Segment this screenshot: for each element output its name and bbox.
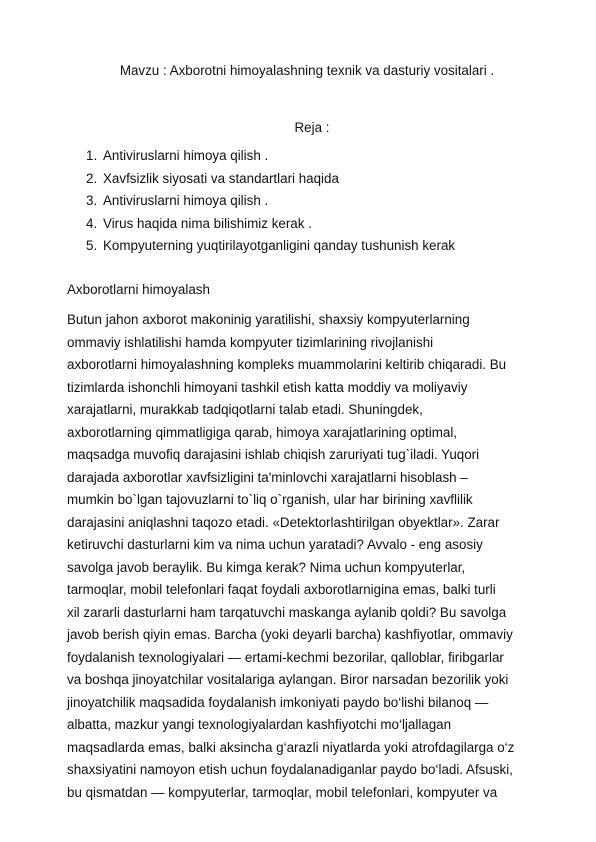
plan-heading: Reja : — [294, 120, 330, 135]
plan-list-item — [86, 190, 455, 213]
body-paragraph — [67, 309, 531, 804]
body-line: xil zararli dasturlarni ham tarqatuvchi maskanga aylanib qoldi? Bu savolga — [67, 604, 507, 620]
plan-list-item — [86, 213, 455, 236]
plan-item-text: Kompyuterning yuqtirilayotganligini qanday tushunish kerak — [103, 238, 456, 253]
body-line: maqsadlarda emas, balki aksincha g‘arazli niyatlarda yoki atrofdagilarga o‘z — [67, 739, 515, 755]
plan-item-number: 4. — [86, 215, 98, 231]
plan-list — [86, 145, 455, 258]
plan-item-text: Antiviruslarni himoya qilish . — [103, 148, 269, 163]
body-line: bu qismatdan — kompyuterlar, tarmoqlar, mobil telefonlari, kompyuter va — [67, 784, 498, 800]
plan-item-number: 1. — [86, 148, 98, 163]
plan-item-text: Xavfsizlik siyosati va standartlari haqida — [103, 170, 339, 186]
plan-item-text: Virus haqida nima bilishimiz kerak . — [103, 215, 312, 231]
body-line: mumkin bo`lgan tajovuzlarni to`liq o`rganish, ular har birining xavflilik — [67, 492, 473, 507]
body-line: tizimlarda ishonchli himoyani tashkil etish katta moddiy va moliyaviy — [67, 379, 468, 395]
body-line: Butun jahon axborot makoninig yaratilishi, shaxsiy kompyuterlarning — [67, 312, 470, 327]
body-line: darajada axborotlar xavfsizligini ta'minlovchi xarajatlarni hisoblash – — [67, 469, 468, 485]
body-line: savolga javob beraylik. Bu kimga kerak? Nima uchun kompyuterlar, — [67, 559, 466, 575]
body-line: va boshqa jinoyatchilar vositalariga aylangan. Biror narsadan bezorilik yoki — [67, 672, 509, 687]
body-line: shaxsiyatini namoyon etish uchun foydalanadiganlar paydo bo‘ladi. Afsuski, — [67, 762, 513, 777]
plan-item-number: 3. — [86, 193, 98, 208]
plan-item-number: 5. — [86, 238, 98, 253]
body-line: javob berish qiyin emas. Barcha (yoki deyarli barcha) kashfiyotlar, ommaviy — [67, 627, 513, 642]
body-line: ketiruvchi dasturlarni kim va nima uchun yaratadi? Avvalo - eng asosiy — [67, 537, 483, 552]
plan-item-number: 2. — [86, 170, 98, 186]
plan-list-item — [86, 235, 455, 258]
body-line: tarmoqlar, mobil telefonlari faqat foydali axborotlarnigina emas, balki turli — [67, 582, 496, 597]
body-line: albatta, mazkur yangi texnologiyalardan kashfiyotchi mo‘ljallagan — [67, 717, 452, 732]
body-line: foydalanish texnologiyalari — ertami-kechmi bezorilar, qalloblar, firibgarlar — [67, 649, 504, 665]
body-line: axborotlarni himoyalashning kompleks muammolarini keltirib chiqaradi. Bu — [67, 357, 507, 372]
body-line: axborotlarning qimmatligiga qarab, himoya xarajatlarining optimal, — [67, 424, 458, 440]
section-heading: Axborotlarni himoyalash — [67, 282, 210, 297]
body-line: maqsadga muvofiq darajasini ishlab chiqish zaruriyati tug`iladi. Yuqori — [67, 447, 480, 462]
plan-item-text: Antiviruslarni himoya qilish . — [103, 193, 269, 208]
plan-list-item — [86, 168, 455, 191]
body-line: jinoyatchilik maqsadida foydalanish imkoniyati paydo bo‘lishi bilanoq — — [67, 694, 489, 710]
plan-list-item — [86, 145, 455, 168]
body-line: ommaviy ishlatilishi hamda kompyuter tizimlarining rivojlanishi — [67, 334, 434, 350]
body-line: xarajatlarni, murakkab tadqiqotlarni talab etadi. Shuningdek, — [67, 402, 423, 417]
body-line: darajasini aniqlashni taqozo etadi. «Detektorlashtirilgan obyektlar». Zarar — [67, 514, 500, 530]
document-title: Mavzu : Axborotni himoyalashning texnik va dasturiy vositalari . — [119, 63, 495, 78]
